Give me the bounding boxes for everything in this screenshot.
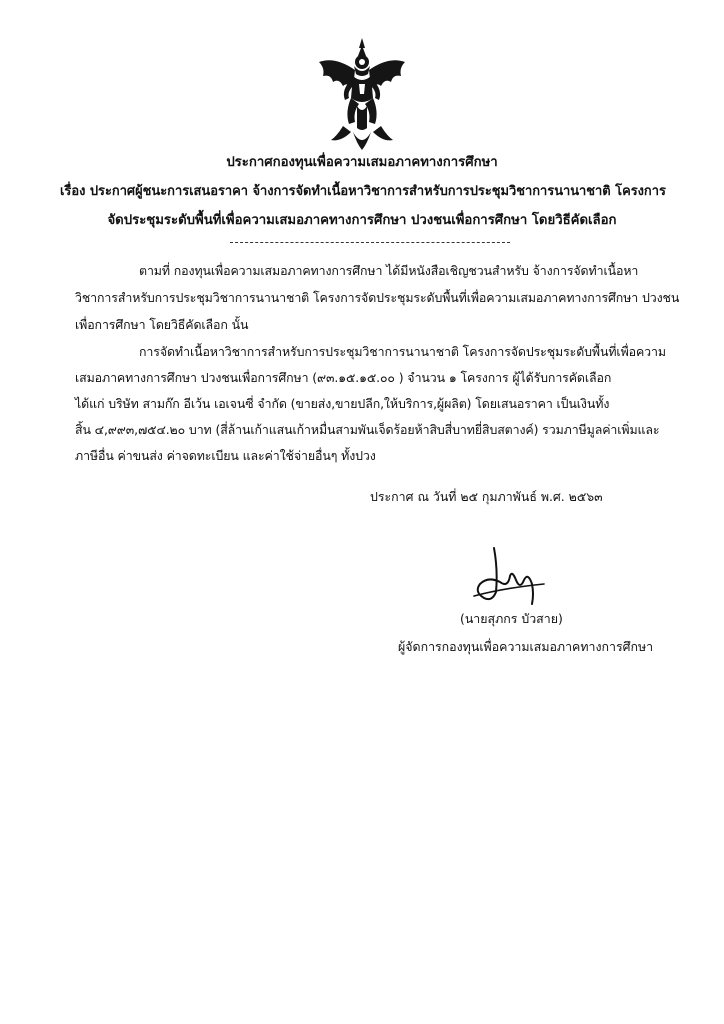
announcement-date: ประกาศ ณ วันที่ ๒๕ กุมภาพันธ์ พ.ศ. ๒๕๖๓ xyxy=(370,489,603,504)
garuda-emblem-icon xyxy=(315,36,409,152)
signatory-name: (นายสุภกร บัวสาย) xyxy=(460,611,563,626)
signatory-title: ผู้จัดการกองทุนเพื่อความเสมอภาคทางการศึกษา xyxy=(398,639,654,654)
paragraph2-line3: ได้แก่ บริษัท สามก๊ก อีเว้น เอเจนซี่ จำกัด (ขายส่ง,ขายปลีก,ให้บริการ,ผู้ผลิต) โดยเสนอราคา เป็นเงินทั้ง xyxy=(75,396,610,411)
separator-line xyxy=(230,242,510,243)
paragraph2-line4: สิ้น ๔,๙๙๓,๗๕๔.๒๐ บาท (สี่ล้านเก้าแสนเก้าหมื่นสามพันเจ็ดร้อยห้าสิบสี่บาทยี่สิบสตางค์) รวมภาษีมูลค่าเพิ่มและ xyxy=(75,422,660,437)
announcement-subject-continued: จัดประชุมระดับพื้นที่เพื่อความเสมอภาคทางการศึกษา ปวงชนเพื่อการศึกษา โดยวิธีคัดเลือก xyxy=(107,213,617,228)
paragraph1-line2: วิชาการสำหรับการประชุมวิชาการนานาชาติ โครงการจัดประชุมระดับพื้นที่เพื่อความเสมอภาคทางการศึกษา ปวงชน xyxy=(75,290,680,305)
signature-image xyxy=(454,540,564,610)
paragraph1-line1: ตามที่ กองทุนเพื่อความเสมอภาคทางการศึกษา ได้มีหนังสือเชิญชวนสำหรับ จ้างการจัดทำเนื้อหา xyxy=(139,263,639,278)
announcement-title: ประกาศกองทุนเพื่อความเสมอภาคทางการศึกษา xyxy=(226,155,498,170)
paragraph2-line1: การจัดทำเนื้อหาวิชาการสำหรับการประชุมวิชาการนานาชาติ โครงการจัดประชุมระดับพื้นที่เพื่อความ xyxy=(139,344,666,359)
paragraph2-line5: ภาษีอื่น ค่าขนส่ง ค่าจดทะเบียน และค่าใช้จ่ายอื่นๆ ทั้งปวง xyxy=(75,448,376,463)
paragraph1-line3: เพื่อการศึกษา โดยวิธีคัดเลือก นั้น xyxy=(75,317,249,332)
announcement-subject: เรื่อง ประกาศผู้ชนะการเสนอราคา จ้างการจัดทำเนื้อหาวิชาการสำหรับการประชุมวิชาการนานาชาติ โครงการ xyxy=(60,184,666,199)
paragraph2-line2: เสมอภาคทางการศึกษา ปวงชนเพื่อการศึกษา (๙๓.๑๕.๑๕.๐๐ ) จำนวน ๑ โครงการ ผู้ได้รับการคัดเลือก xyxy=(75,370,612,385)
